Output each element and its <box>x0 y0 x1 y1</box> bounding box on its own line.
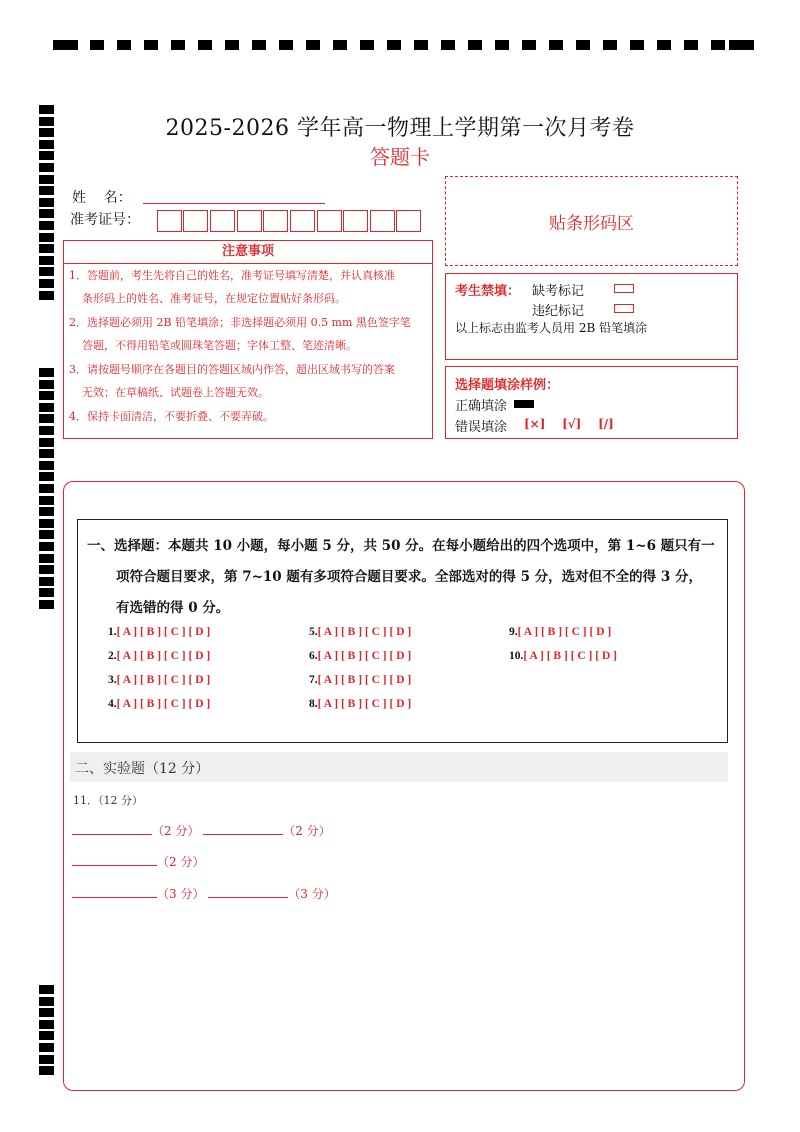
question-number: 5. <box>309 626 318 638</box>
timing-mark <box>39 530 54 539</box>
timing-mark <box>39 244 54 253</box>
answer-line-3 <box>72 885 336 902</box>
sample-box <box>445 366 738 439</box>
notice-item: 无效；在草稿纸、试题卷上答题无效。 <box>82 386 269 399</box>
section1-instruction: 一、选择题：本题共 10 小题，每小题 5 分，共 50 分。在每小题给出的四个选项中，第 1~6 题只有一 <box>87 538 715 554</box>
timing-mark <box>39 426 54 435</box>
timing-mark <box>39 1020 54 1029</box>
choice-options[interactable]: [ A ] [ B ] [ C ] [ D ] <box>317 626 412 638</box>
absent-mark-label: 缺考标记 <box>532 284 585 299</box>
timing-mark <box>39 985 54 994</box>
timing-mark <box>39 279 54 288</box>
timing-mark <box>39 221 54 230</box>
timing-mark <box>39 233 54 242</box>
choice-options[interactable]: [ A ] [ B ] [ C ] [ D ] <box>116 626 211 638</box>
choice-row-7[interactable] <box>309 674 411 686</box>
timing-mark <box>39 484 54 493</box>
exam-id-cell[interactable] <box>370 210 395 232</box>
forbid-title: 考生禁填： <box>455 284 521 299</box>
question-number: 6. <box>309 650 318 662</box>
choice-options[interactable]: [ A ] [ B ] [ C ] [ D ] <box>317 674 412 686</box>
timing-mark <box>39 267 54 276</box>
section1-instruction: 有选错的得 0 分。 <box>116 600 230 616</box>
notice-item: 1．答题前，考生先将自己的姓名，准考证号填写清楚，并认真核准 <box>69 269 395 282</box>
timing-mark <box>39 472 54 481</box>
timing-mark <box>39 1066 54 1075</box>
choice-row-8[interactable] <box>309 698 411 710</box>
points-label: （2 分） <box>157 855 205 869</box>
timing-mark <box>39 391 54 400</box>
notice-item: 2．选择题必须用 2B 铅笔填涂；非选择题必须用 0.5 mm 黑色签字笔 <box>69 316 411 329</box>
question-number: 2. <box>108 650 117 662</box>
notice-header <box>63 240 433 264</box>
exam-id-cell[interactable] <box>237 210 262 232</box>
question-11-label: 11．（12 分） <box>73 794 143 807</box>
notice-title: 注意事项 <box>221 244 274 259</box>
wrong-fill-samples: [×] [√] [/] <box>524 417 614 431</box>
timing-mark <box>39 496 54 505</box>
absent-mark-box[interactable] <box>614 284 634 293</box>
answer-line-2 <box>72 853 204 870</box>
timing-mark <box>39 565 54 574</box>
choice-section <box>77 519 728 743</box>
choice-row-3[interactable] <box>108 674 210 686</box>
timing-mark <box>39 368 54 377</box>
exam-id-label: 准考证号： <box>70 212 140 228</box>
answer-blank[interactable] <box>208 886 288 898</box>
question-number: 7. <box>309 674 318 686</box>
violation-mark-label: 违纪标记 <box>532 304 585 319</box>
section2-header <box>70 752 728 782</box>
choice-row-1[interactable] <box>108 626 210 638</box>
timing-mark <box>39 577 54 586</box>
points-label: （2 分） <box>283 824 331 838</box>
timing-mark <box>39 1008 54 1017</box>
answer-blank[interactable] <box>72 823 152 835</box>
choice-options[interactable]: [ A ] [ B ] [ C ] [ D ] <box>317 650 412 662</box>
wrong-fill-label: 错误填涂 <box>455 420 508 435</box>
answer-blank[interactable] <box>72 854 157 866</box>
timing-mark <box>39 186 54 195</box>
timing-mark <box>39 507 54 516</box>
choice-options[interactable]: [ A ] [ B ] [ C ] [ D ] <box>116 674 211 686</box>
section1-instruction: 项符合题目要求，第 7~10 题有多项符合题目要求。全部选对的得 5 分，选对但不全的得 3 分， <box>116 569 702 585</box>
question-number: 10. <box>509 650 524 662</box>
timing-mark <box>39 588 54 597</box>
choice-row-6[interactable] <box>309 650 411 662</box>
answer-line-1 <box>72 822 331 839</box>
exam-id-cell[interactable] <box>290 210 315 232</box>
exam-id-cell[interactable] <box>183 210 208 232</box>
question-number: 9. <box>509 626 518 638</box>
notice-item: 4．保持卡面清洁，不要折叠、不要弄破。 <box>69 410 274 423</box>
timing-mark <box>39 1055 54 1064</box>
answer-blank[interactable] <box>203 823 283 835</box>
answer-blank[interactable] <box>72 886 157 898</box>
timing-mark <box>39 1031 54 1040</box>
timing-mark <box>39 256 54 265</box>
section2-title: 二、实验题（12 分） <box>75 761 210 777</box>
timing-mark <box>39 554 54 563</box>
points-label: （2 分） <box>152 824 200 838</box>
choice-row-9[interactable] <box>509 626 611 638</box>
notice-body <box>63 263 433 439</box>
barcode-area <box>445 176 738 266</box>
choice-options[interactable]: [ A ] [ B ] [ C ] [ D ] <box>116 650 211 662</box>
points-label: （3 分） <box>288 887 336 901</box>
exam-id-cell[interactable] <box>263 210 288 232</box>
sample-title: 选择题填涂样例： <box>455 378 560 393</box>
timing-mark <box>39 209 54 218</box>
timing-mark <box>39 291 54 300</box>
choice-row-10[interactable] <box>509 650 617 662</box>
choice-row-5[interactable] <box>309 626 411 638</box>
notice-item: 条形码上的姓名、准考证号，在规定位置贴好条形码。 <box>82 292 346 305</box>
exam-id-cell[interactable] <box>343 210 368 232</box>
name-field[interactable] <box>143 203 325 204</box>
timing-mark <box>39 198 54 207</box>
timing-mark <box>39 997 54 1006</box>
exam-id-cell[interactable] <box>157 210 182 232</box>
choice-options[interactable]: [ A ] [ B ] [ C ] [ D ] <box>523 650 617 662</box>
timing-mark <box>39 542 54 551</box>
page-title: 2025-2026 学年高一物理上学期第一次月考卷 <box>165 116 635 141</box>
choice-options[interactable]: [ A ] [ B ] [ C ] [ D ] <box>116 698 211 710</box>
timing-mark <box>39 414 54 423</box>
points-label: （3 分） <box>157 887 205 901</box>
timing-mark <box>39 403 54 412</box>
timing-mark <box>39 449 54 458</box>
correct-fill-label: 正确填涂 <box>455 399 508 414</box>
question-number: 1. <box>108 626 117 638</box>
choice-options[interactable]: [ A ] [ B ] [ C ] [ D ] <box>517 626 612 638</box>
violation-mark-box[interactable] <box>614 304 634 313</box>
question-number: 3. <box>108 674 117 686</box>
timing-mark <box>39 1043 54 1052</box>
timing-mark <box>39 600 54 609</box>
timing-mark <box>39 519 54 528</box>
page-subtitle: 答题卡 <box>370 145 430 169</box>
exam-id-cell[interactable] <box>396 210 421 232</box>
barcode-label: 贴条形码区 <box>549 214 634 234</box>
question-number: 4. <box>108 698 117 710</box>
exam-id-cell[interactable] <box>210 210 235 232</box>
question-number: 8. <box>309 698 318 710</box>
exam-id-cell[interactable] <box>317 210 342 232</box>
choice-row-2[interactable] <box>108 650 210 662</box>
choice-options[interactable]: [ A ] [ B ] [ C ] [ D ] <box>317 698 412 710</box>
timing-mark <box>39 438 54 447</box>
name-label: 姓 名： <box>72 190 132 206</box>
forbid-box <box>445 273 738 360</box>
notice-item: 答题，不得用铅笔或圆珠笔答题；字体工整、笔迹清晰。 <box>82 339 357 352</box>
notice-item: 3．请按题号顺序在各题目的答题区域内作答，超出区域书写的答案 <box>69 363 395 376</box>
timing-mark <box>39 461 54 470</box>
choice-row-4[interactable] <box>108 698 210 710</box>
timing-mark <box>39 380 54 389</box>
correct-fill-sample <box>514 400 534 408</box>
timing-mark <box>39 175 54 184</box>
forbid-note: 以上标志由监考人员用 2B 铅笔填涂 <box>455 321 648 335</box>
